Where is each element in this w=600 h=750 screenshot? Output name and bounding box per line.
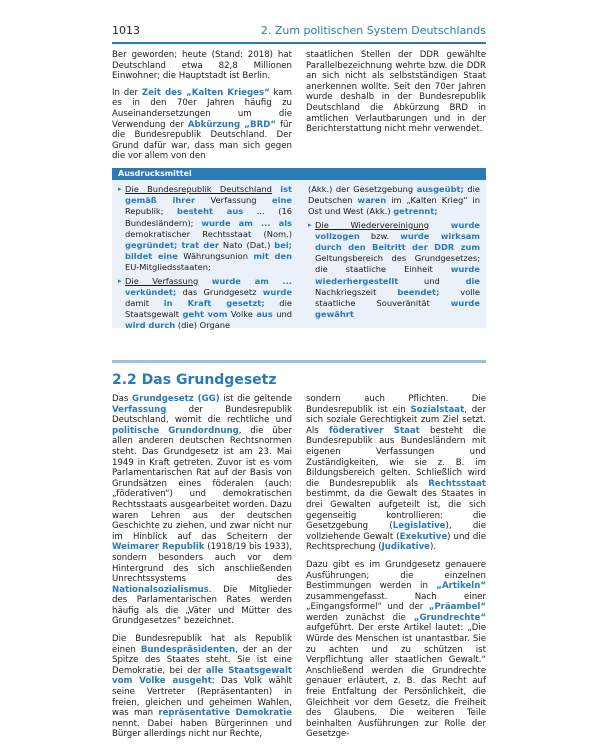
text-run: werden zunächst die (306, 612, 414, 623)
paragraph (112, 394, 292, 627)
text-run: , der an der Spitze des Staates steht. Sie ist eine Demokratie, bei der (112, 644, 292, 676)
highlighted-term: Rechtsstaat (428, 478, 486, 489)
highlighted-term: wurde wiederhergestellt (315, 264, 480, 286)
highlighted-term: waren (357, 195, 387, 206)
highlighted-term: ist gemäß ihrer (125, 184, 293, 206)
text-run (198, 276, 211, 286)
text-run: besteht die Bundesrepublik aus Bundesländern mit eigenen Verfassungen und Zuständigkeiten, wie sie z. B. im Bildungsbereich gelten. Schließlich wird die Bundesrepublik als (306, 425, 486, 489)
text-run: volle staatliche Souveränität (315, 286, 480, 309)
text-run: ... (16 Bundesländern); (125, 206, 292, 228)
highlighted-term: ausgeübt; (416, 184, 464, 194)
highlighted-term: Abkürzung „BRD“ (187, 119, 276, 130)
highlighted-term: wurde am ... verkündet; (125, 275, 293, 297)
text-run: Dazu gibt es im Grundgesetz genauere Ausführungen; die einzelnen Bestimmungen werden in (306, 559, 486, 592)
highlighted-term: in Kraft gesetzt; (163, 298, 265, 309)
text-run: und (272, 309, 293, 320)
box-list-item (118, 184, 292, 274)
paragraph (306, 394, 486, 553)
text-run: demokratischer Rechtsstaat (Nom.) (125, 228, 292, 239)
text-run: : Das Volk wählt seine Vertreter (Repräsentanten) in freien, gleichen und geheimen Wahlen, was man (112, 676, 292, 719)
header-rule (112, 42, 486, 44)
highlighted-term: eine (271, 195, 292, 206)
highlighted-term: geht vom (182, 309, 228, 320)
text-run: bestimmt, da die Gewalt des Staates in drei Gewalten aufgeteilt ist, die sich gegenseitig kontrollieren: die Gesetzgebung ( (306, 489, 486, 532)
text-run: aufgeführt. Der erste Artikel lautet: „Die Würde des Menschen ist unantastbar. Sie zu achten und zu schützen ist Verpflichtung aller staatlichen Gewalt.“ Anschließend werden die Grundrechte genauer erläutert, z. B. das Recht auf freie Entfaltung der Persönlichkeit, die Gleichheit vor dem Gesetz, die Freiheit des Glaubens. Die weiteren Teile beinhalten Ausführungen zur Rolle der Gesetzge- (306, 623, 486, 740)
text-run: sondern auch Pflichten. Die Bundesrepublik ist ein (306, 394, 486, 415)
box-list-item (118, 276, 292, 332)
text-run: bzw. (359, 230, 401, 241)
text-run: Währungsunion (177, 251, 254, 262)
highlighted-term: getrennt; (393, 206, 438, 217)
text-run: Republik; (125, 206, 178, 217)
text-run: zusammengefasst. Nach einer „Eingangsformel“ und der (306, 591, 486, 613)
text-run: Geltungsbereich des Grundgesetzes; die staatliche Einheit (315, 253, 480, 275)
text-run: damit (125, 298, 164, 309)
highlighted-term: wird durch (125, 320, 176, 331)
ausdrucksmittel-box (112, 168, 486, 331)
paragraph (112, 88, 292, 162)
text-run: ist die geltende (219, 394, 292, 404)
box-list-item (308, 220, 480, 321)
highlighted-term: wurde gewährt (315, 298, 480, 320)
text-run: , der sich soziale Gerechtigkeit zum Ziel setzt. Als (306, 404, 486, 436)
highlighted-term: wurde (262, 286, 292, 297)
text-run: im „Kalten Krieg“ in Ost und West (Akk.) (308, 195, 480, 217)
text-run: und (398, 275, 466, 286)
highlighted-term: besteht aus (177, 206, 244, 217)
section-rule (112, 360, 486, 363)
highlighted-term: Zeit des „Kalten Krieges“ (141, 87, 270, 98)
text-run: Volke (227, 309, 257, 320)
box-left-column (118, 184, 292, 332)
text-run: (1918/19 bis 1933), sondern besonders auch vor dem Hintergrund des sich anschließenden Unrechtssystems des (112, 542, 293, 585)
paragraph (112, 634, 292, 740)
text-run: ). (430, 542, 437, 553)
text-run: Nachkriegszeit (315, 286, 398, 297)
paragraph (306, 560, 486, 740)
highlighted-term: Verfassung (112, 404, 167, 415)
text-run: ), die vollziehende Gewalt ( (306, 521, 486, 542)
text-run (429, 220, 451, 230)
highlighted-term: „Artikeln“ (436, 581, 486, 592)
highlighted-term: aus (256, 309, 273, 320)
highlighted-term: die (465, 275, 480, 286)
box-right-column (308, 184, 480, 320)
highlighted-term: Nationalsozialismus (112, 584, 209, 595)
highlighted-term: gegründet; trat der (125, 240, 219, 251)
underlined-term: Die Verfassung (125, 275, 199, 286)
text-run: die Deutschen (308, 184, 480, 206)
highlighted-term: Exekutive (399, 531, 448, 542)
highlighted-term: Sozialstaat (410, 404, 465, 415)
highlighted-term: Judikative (381, 542, 431, 553)
paragraph: staatlichen Stellen der DDR gewählte Parallelbezeichnung wehrte bzw. die DDR an sich nicht als selbstständigen Staat anerkennen wollte. Seit den 70er Jahren wurde deshalb in der Bundesrepublik Deutschland die Abkürzung BRD in amtlichen Verlautbarungen und in der Berichterstattung nicht mehr verwendet. (306, 50, 486, 135)
top-left-column (112, 50, 292, 168)
box-title: Ausdrucksmittel (112, 168, 486, 180)
highlighted-term: Weimarer Republik (112, 542, 205, 553)
highlighted-term: wurde wirksam durch den Beitritt der DDR zum (315, 230, 481, 253)
text-run: die Staatsgewalt (125, 298, 292, 320)
section-right-column (306, 394, 486, 747)
highlighted-term: mit den (253, 251, 292, 262)
text-run: Die Bundesrepublik hat als Republik einen (112, 634, 292, 655)
text-run: Nato (Dat.) (218, 240, 275, 251)
highlighted-term: repräsentative Demokratie (158, 708, 293, 719)
text-run: Verfassung (195, 195, 272, 206)
highlighted-term: wurde am ... als (201, 217, 292, 228)
text-run: (Akk.) der Gesetzgebung (308, 184, 417, 194)
text-run: nennt. Dabei haben Bürgerinnen und Bürger allerdings nicht nur Rechte, (112, 718, 292, 740)
text-run: , die über allen anderen deutschen Rechtsnormen steht. Das Grundgesetz ist am 23. Mai 1949 in Kraft getreten. Zuvor ist es vom Parlamentarischen Rat auf der Basis von Grundsätzen eines föderalen (auch: „föderativen“) und demokratischen Rechtsstaats ausgearbeitet worden. Dazu waren Lehren aus der deutschen Geschichte zu ziehen, und zwar nicht nur im Hinblick auf das Scheitern der (112, 425, 292, 542)
text-run: das Grundgesetz (176, 286, 263, 297)
top-right-column (306, 50, 486, 141)
box-continuation (308, 184, 480, 218)
highlighted-term: beendet; (397, 286, 440, 297)
text-run: kam es in den 70er Jahren häufig zu Auseinandersetzungen um die Verwendung der (112, 87, 292, 130)
highlighted-term: föderativer Staat (328, 425, 420, 436)
highlighted-term: politische Grundordnung (112, 425, 239, 436)
highlighted-term: alle Staatsgewalt vom Volke ausgeht (112, 665, 293, 687)
highlighted-term: bei; bildet eine (125, 240, 292, 262)
underlined-term: Die Bundesrepublik Deutschland (125, 184, 272, 194)
text-run: ) und die Rechtsprechung ( (306, 531, 486, 553)
chapter-title: 2. Zum politischen System Deutschlands (260, 24, 486, 37)
highlighted-term: Grundgesetz (GG) (132, 394, 220, 404)
highlighted-term: „Grundrechte“ (413, 612, 486, 623)
paragraph: Ber geworden; heute (Stand: 2018) hat Deutschland etwa 82,8 Millionen Einwohner; die Hauptstadt ist Berlin. (112, 50, 292, 82)
text-run: In der (112, 87, 142, 98)
section-title: 2.2 Das Grundgesetz (112, 372, 277, 388)
highlighted-term: „Präambel“ (428, 602, 486, 613)
highlighted-term: Legislative (392, 521, 446, 532)
highlighted-term: wurde vollzogen (315, 219, 481, 241)
text-run: . Die Mitglieder des Parlamentarischen Rates werden häufig als die „Väter und Mütter des Grundgesetzes“ bezeichnet. (112, 584, 292, 627)
text-run: für die Bundesrepublik Deutschland. Der Grund dafür war, dass man sich gegen die vor allem von den (112, 119, 292, 162)
text-run: (die) Organe (175, 320, 231, 331)
underlined-term: Die Wiedervereinigung (315, 219, 430, 230)
text-run: der Bundesrepublik Deutschland, womit die rechtliche und (112, 404, 292, 426)
page-number: 1013 (112, 24, 140, 37)
text-run: EU-Mitgliedsstaaten; (125, 262, 211, 273)
section-left-column (112, 394, 292, 747)
highlighted-term: Bundespräsidenten (140, 644, 236, 655)
text-run: Das (112, 394, 133, 404)
